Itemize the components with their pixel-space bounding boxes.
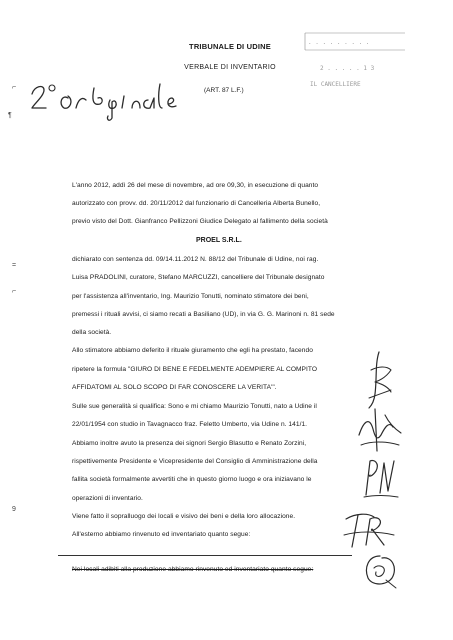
signature-4 bbox=[340, 505, 400, 555]
margin-mark: = bbox=[12, 262, 17, 269]
margin-mark: 9 bbox=[12, 506, 16, 513]
signature-2 bbox=[355, 405, 405, 455]
body-line: premessi i rituali avvisi, ci siamo recati a Basiliano (UD), in via G. G. Marinoni n. 81 sede bbox=[72, 311, 335, 318]
body-line: per l'assistenza all'inventario, Ing. Maurizio Tonutti, nominato stimatore dei beni, bbox=[72, 293, 309, 300]
body-line: ripetere la formula "GIURO DI BENE E FEDELMENTE ADEMPIERE AL COMPITO bbox=[72, 366, 318, 373]
registry-stamp bbox=[300, 28, 410, 98]
document-type: VERBALE DI INVENTARIO bbox=[184, 64, 276, 71]
body-line: Sulle sue generalità si qualifica: Sono e mi chiamo Maurizio Tonutti, nato a Udine il bbox=[72, 403, 317, 410]
body-line: operazioni di inventario. bbox=[72, 495, 143, 502]
stamp-text-office: IL CANCELLIERE bbox=[310, 81, 361, 88]
body-line: della società. bbox=[72, 329, 112, 336]
body-line: autorizzato con provv. dd. 20/11/2012 dal funzionario di Cancelleria Alberta Bunello, bbox=[72, 200, 321, 207]
body-line: AFFIDATOMI AL SOLO SCOPO DI FAR CONOSCERE LA VERITA'". bbox=[72, 384, 277, 391]
court-title: TRIBUNALE DI UDINE bbox=[189, 42, 271, 51]
body-line: L'anno 2012, addì 26 del mese di novembre, ad ore 09,30, in esecuzione di quanto bbox=[72, 182, 319, 189]
body-line: All'esterno abbiamo rinvenuto ed inventariato quanto segue: bbox=[72, 531, 251, 538]
handwritten-second-original bbox=[28, 74, 188, 124]
company-name: PROEL S.R.L. bbox=[196, 237, 242, 244]
struck-line: Nei locali adibiti alla produzione abbiamo rinvenuto ed inventariato quanto segue: bbox=[72, 566, 314, 573]
margin-mark: ¶ bbox=[8, 112, 12, 119]
body-line: 22/01/1954 con studio in Tavagnacco fraz. Feletto Umberto, via Udine n. 141/1. bbox=[72, 421, 308, 428]
body-line: previo visto del Dott. Gianfranco Pellizzoni Giudice Delegato al fallimento della società bbox=[72, 218, 328, 225]
legal-reference: (ART. 87 L.F.) bbox=[204, 87, 244, 94]
stamp-text-date: 2 . . . . . 1 3 bbox=[320, 65, 375, 72]
body-line: Abbiamo inoltre avuto la presenza dei signori Sergio Blasutto e Renato Zorzini, bbox=[72, 440, 307, 447]
body-line: rispettivemente Presidente e Vicepresidente del Consiglio di Amministrazione della bbox=[72, 458, 318, 465]
body-line: fallita società formalmente avvertiti che in questo giorno luogo e ora iniziavano le bbox=[72, 476, 312, 483]
body-line: Allo stimatore abbiamo deferito il rituale giuramento che egli ha prestato, facendo bbox=[72, 347, 313, 354]
stamp-text-top: . . . . . . . . . bbox=[308, 39, 370, 46]
margin-mark: ⌐ bbox=[12, 84, 17, 91]
body-line: Viene fatto il sopralluogo dei locali e visivo dei beni e della loro allocazione. bbox=[72, 513, 296, 520]
signature-1 bbox=[365, 350, 395, 410]
signature-3 bbox=[358, 455, 403, 500]
body-line: dichiarato con sentenza dd. 09/14.11.2012 N. 88/12 del Tribunale di Udine, noi rag. bbox=[72, 256, 319, 263]
margin-mark: ⌐ bbox=[12, 288, 17, 295]
body-line: Luisa PRADOLINI, curatore, Stefano MARCUZZI, cancelliere del Tribunale designato bbox=[72, 274, 325, 281]
divider bbox=[58, 555, 352, 556]
signature-5 bbox=[360, 550, 400, 590]
